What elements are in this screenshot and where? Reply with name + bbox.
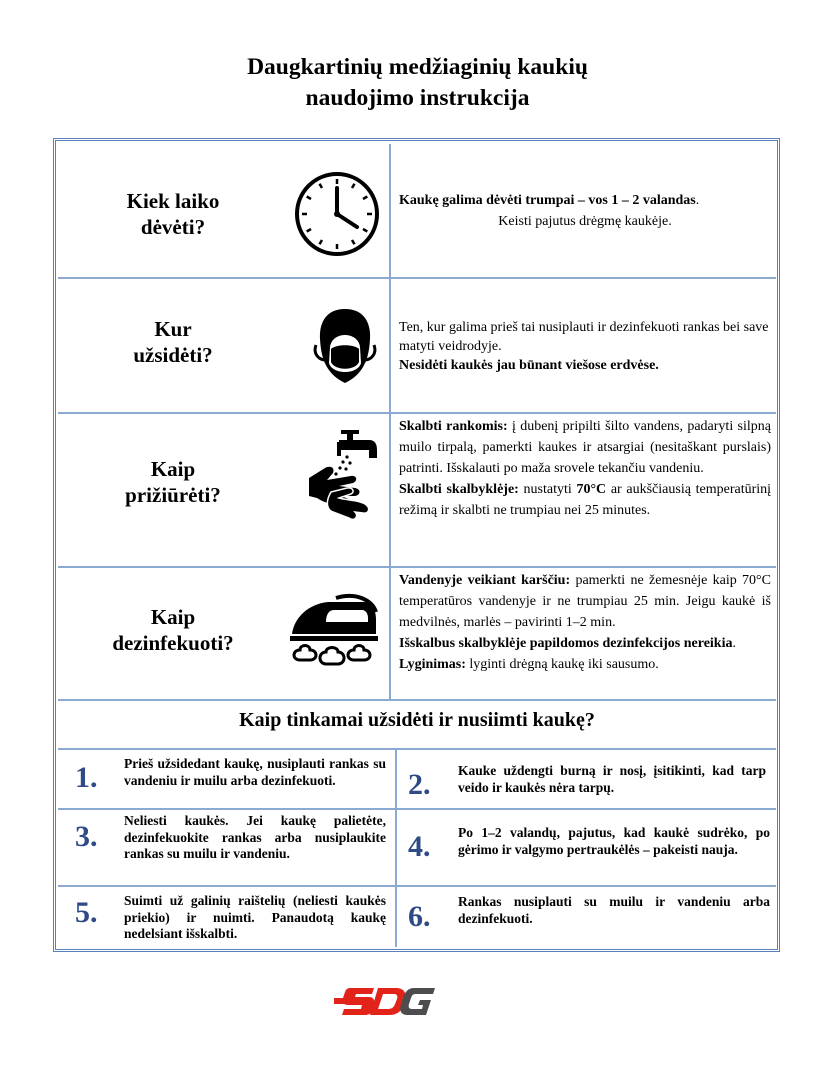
sdg-logo <box>334 984 437 1018</box>
question-how-to-disinfect: Kaip dezinfekuoti? <box>112 605 234 655</box>
logo-text: SDG <box>334 984 337 985</box>
row-divider <box>58 412 776 414</box>
document-title <box>0 52 835 114</box>
disinfect-ironing: Lyginimas: lyginti drėgną kaukę iki sausumo. <box>399 657 659 672</box>
title-line-1: Daugkartinių medžiaginių kaukių <box>247 54 588 80</box>
row-divider <box>58 277 776 279</box>
step-text: Suimti už galinių raištelių (neliesti kaukės priekio) ir nuimti. Panaudotą kaukę nedelsiant išskalbti. <box>124 893 386 941</box>
step-text: Rankas nusiplauti su muilu ir vandeniu arba dezinfekuoti. <box>458 894 770 926</box>
answer-how-to-disinfect <box>399 570 771 675</box>
step-number: 2. <box>408 768 431 801</box>
answer-where-to-put-on: Ten, kur galima prieš tai nusiplauti ir dezinfekuoti rankas bei save matyti veidrodyje. Nesidėti kaukės jau būnant viešose erdvėse. <box>399 320 769 373</box>
question-where-to-put-on: Kur užsidėti? <box>133 317 213 367</box>
step-text: Prieš užsidedant kaukę, nusiplauti rankas su vandeniu ir muilu arba dezinfekuoti. <box>124 756 386 788</box>
hand-washing-icon <box>303 430 381 525</box>
step-number: 4. <box>408 830 431 863</box>
clock-icon <box>293 170 381 258</box>
step-row-divider <box>58 885 776 887</box>
step-text: Po 1–2 valandų, pajutus, kad kaukė sudrėko, po gėrimo ir valgymo pertraukėlės – pakeisti nauja. <box>458 825 770 857</box>
row-divider <box>58 566 776 568</box>
answer-how-to-care <box>399 416 771 521</box>
step-number: 3. <box>75 820 98 853</box>
question-how-to-care: Kaip prižiūrėti? <box>125 457 221 507</box>
step-number: 6. <box>408 900 431 933</box>
step-text: Neliesti kaukės. Jei kaukę palietėte, dezinfekuokite rankas arba nusiplaukite rankas su muilu ir vandeniu. <box>124 813 386 861</box>
steps-heading: Kaip tinkamai užsidėti ir nusiimti kaukę? <box>239 709 595 731</box>
face-mask-icon <box>312 305 378 387</box>
row-divider <box>58 699 776 701</box>
step-row-divider <box>58 808 776 810</box>
answer-wear-duration: Kaukę galima dėvėti trumpai – vos 1 – 2 valandas. Keisti pajutus drėgmę kaukėje. <box>399 193 700 229</box>
column-divider <box>389 144 391 699</box>
disinfect-in-hot-water: Vandenyje veikiant karščiu: pamerkti ne žemesnėje kaip 70°C temperatūros vandenyje ir ne trumpiau 25 min. Jeigu kaukė iš medvilnės, marlės – pavirinti 1–2 min. <box>399 573 771 630</box>
step-text: Kauke uždengti burną ir nosį, įsitikinti, kad tarp veido ir kaukės nėra tarpų. <box>458 763 766 795</box>
step-number: 5. <box>75 896 98 929</box>
row-divider <box>58 748 776 750</box>
step-number: 1. <box>75 761 98 794</box>
question-wear-duration: Kiek laiko dėvėti? <box>126 189 220 239</box>
care-by-hand: Skalbti rankomis: į dubenį pripilti šilto vandens, padaryti silpną muilo tirpalą, pamerkti kaukes ir atsargiai (nesitaškant purslais) patrinti. Išskalauti po maža srovele tekančiu vandeniu. <box>399 419 771 476</box>
step-column-divider <box>395 750 397 947</box>
title-line-2: naudojimo instrukcija <box>305 85 530 111</box>
steam-iron-icon <box>288 590 380 670</box>
disinfect-after-machine-wash: Išskalbus skalbyklėje papildomos dezinfekcijos nereikia. <box>399 636 736 651</box>
care-in-machine: Skalbti skalbyklėje: nustatyti 70°C ar aukščiausią temperatūrinį režimą ir skalbti ne trumpiau nei 25 minutes. <box>399 482 772 518</box>
